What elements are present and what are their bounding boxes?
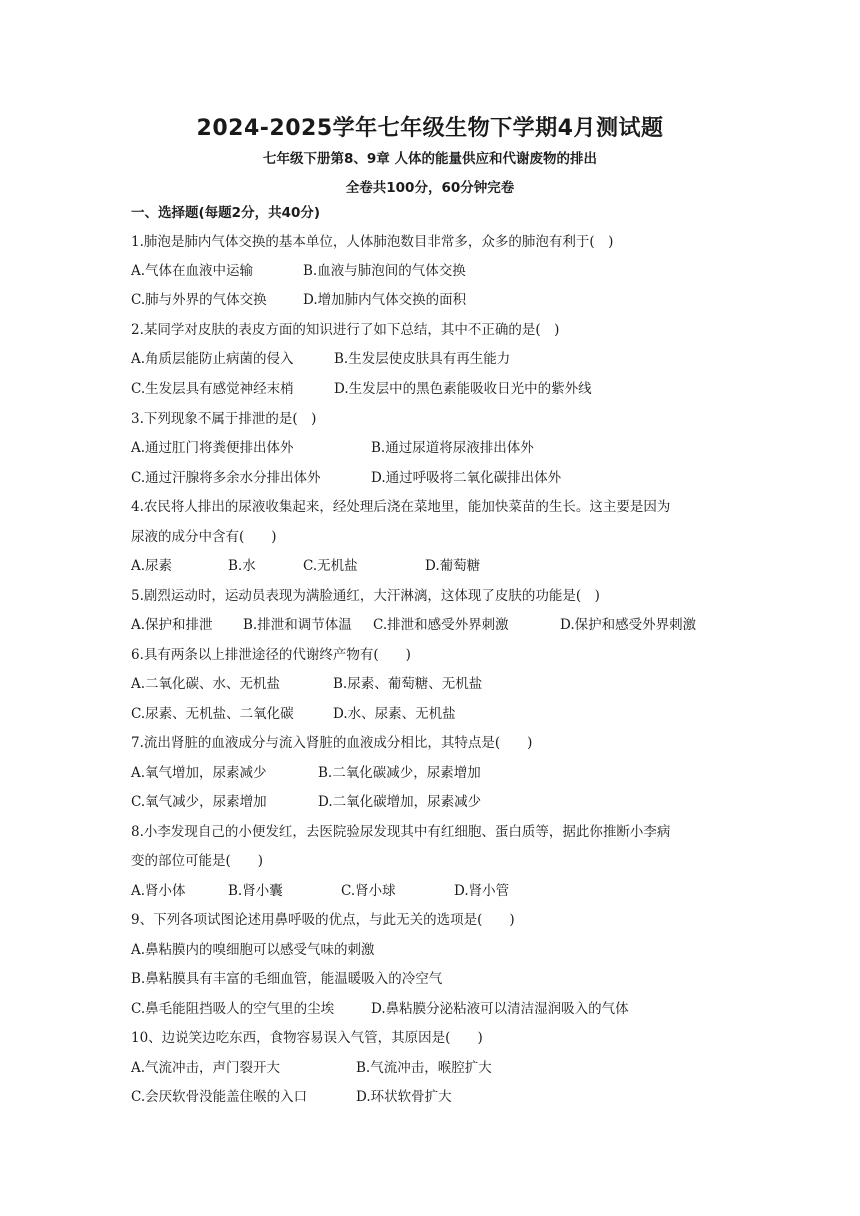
question-6-option-a: A.二氧化碳、水、无机盐 [131,676,281,692]
question-4-stem-line2: 尿液的成分中含有( ) [131,529,277,545]
question-7-stem: 7.流出肾脏的血液成分与流入肾脏的血液成分相比，其特点是( ) [131,735,533,751]
question-5-option-a: A.保护和排泄 [131,617,213,633]
question-8-option-d: D.肾小管 [454,883,510,899]
question-4-option-b: B.水 [228,558,256,574]
question-4-option-c: C.无机盐 [303,558,358,574]
page-title: 2024-2025学年七年级生物下学期4月测试题 [196,116,664,141]
question-9-option-a: A.鼻粘膜内的嗅细胞可以感受气味的刺激 [131,942,375,958]
question-1-option-c: C.肺与外界的气体交换 [131,292,267,308]
question-9-stem: 9、下列各项试图论述用鼻呼吸的优点，与此无关的选项是( ) [131,912,515,928]
exam-scope: 七年级下册第8、9章 人体的能量供应和代谢废物的排出 [263,151,597,167]
question-1-option-b: B.血液与肺泡间的气体交换 [303,263,466,279]
question-4-option-a: A.尿素 [131,558,173,574]
question-10-option-b: B.气流冲击，喉腔扩大 [356,1060,492,1076]
question-4-option-d: D.葡萄糖 [425,558,481,574]
question-8-option-c: C.肾小球 [341,883,396,899]
question-7-option-c: C.氧气减少，尿素增加 [131,794,267,810]
question-2-option-c: C.生发层具有感觉神经末梢 [131,381,294,397]
question-10-option-a: A.气流冲击，声门裂开大 [131,1060,281,1076]
question-8-option-a: A.肾小体 [131,883,186,899]
question-2-option-b: B.生发层使皮肤具有再生能力 [334,351,511,367]
section-heading-choice: 一、选择题(每题2分，共40分) [131,205,321,221]
question-6-option-c: C.尿素、无机盐、二氧化碳 [131,706,294,722]
question-5-stem: 5.剧烈运动时，运动员表现为满脸通红，大汗淋漓，这体现了皮肤的功能是( ) [131,588,600,604]
question-6-option-d: D.水、尿素、无机盐 [333,706,456,722]
question-8-option-b: B.肾小囊 [228,883,283,899]
question-1-option-d: D.增加肺内气体交换的面积 [303,292,467,308]
question-7-option-d: D.二氧化碳增加，尿素减少 [318,794,482,810]
question-3-option-a: A.通过肛门将粪便排出体外 [131,440,294,456]
question-1-stem: 1.肺泡是肺内气体交换的基本单位，人体肺泡数目非常多，众多的肺泡有利于( ) [131,234,614,250]
question-10-stem: 10、边说笑边吃东西，食物容易误入气管，其原因是( ) [131,1030,483,1046]
question-3-option-b: B.通过尿道将尿液排出体外 [371,440,534,456]
question-6-option-b: B.尿素、葡萄糖、无机盐 [333,676,483,692]
question-4-stem-line1: 4.农民将人排出的尿液收集起来，经处理后浇在菜地里，能加快菜苗的生长。这主要是因为 [131,499,671,515]
question-2-stem: 2.某同学对皮肤的表皮方面的知识进行了如下总结，其中不正确的是( ) [131,322,560,338]
question-2-option-a: A.角质层能防止病菌的侵入 [131,351,294,367]
question-7-option-a: A.氧气增加，尿素减少 [131,765,267,781]
exam-info: 全卷共100分，60分钟完卷 [345,180,515,196]
question-6-stem: 6.具有两条以上排泄途径的代谢终产物有( ) [131,647,411,663]
question-8-stem-line1: 8.小李发现自己的小便发红，去医院验尿发现其中有红细胞、蛋白质等，据此你推断小李病 [131,824,671,840]
question-3-option-d: D.通过呼吸将二氧化碳排出体外 [371,470,562,486]
question-5-option-b: B.排泄和调节体温 [243,617,352,633]
question-7-option-b: B.二氧化碳减少，尿素增加 [318,765,481,781]
question-8-stem-line2: 变的部位可能是( ) [131,853,264,869]
question-3-stem: 3.下列现象不属于排泄的是( ) [131,411,317,427]
question-9-option-b: B.鼻粘膜具有丰富的毛细血管，能温暖吸入的冷空气 [131,971,443,987]
question-10-option-d: D.环状软骨扩大 [356,1089,452,1105]
question-9-option-d: D.鼻粘膜分泌粘液可以清洁湿润吸入的气体 [371,1001,629,1017]
question-2-option-d: D.生发层中的黑色素能吸收日光中的紫外线 [334,381,592,397]
question-9-option-c: C.鼻毛能阻挡吸人的空气里的尘埃 [131,1001,335,1017]
question-1-option-a: A.气体在血液中运输 [131,263,254,279]
question-3-option-c: C.通过汗腺将多余水分排出体外 [131,470,321,486]
question-5-option-c: C.排泄和感受外界刺激 [373,617,509,633]
question-10-option-c: C.会厌软骨没能盖住喉的入口 [131,1089,308,1105]
question-5-option-d: D.保护和感受外界刺激 [560,617,697,633]
